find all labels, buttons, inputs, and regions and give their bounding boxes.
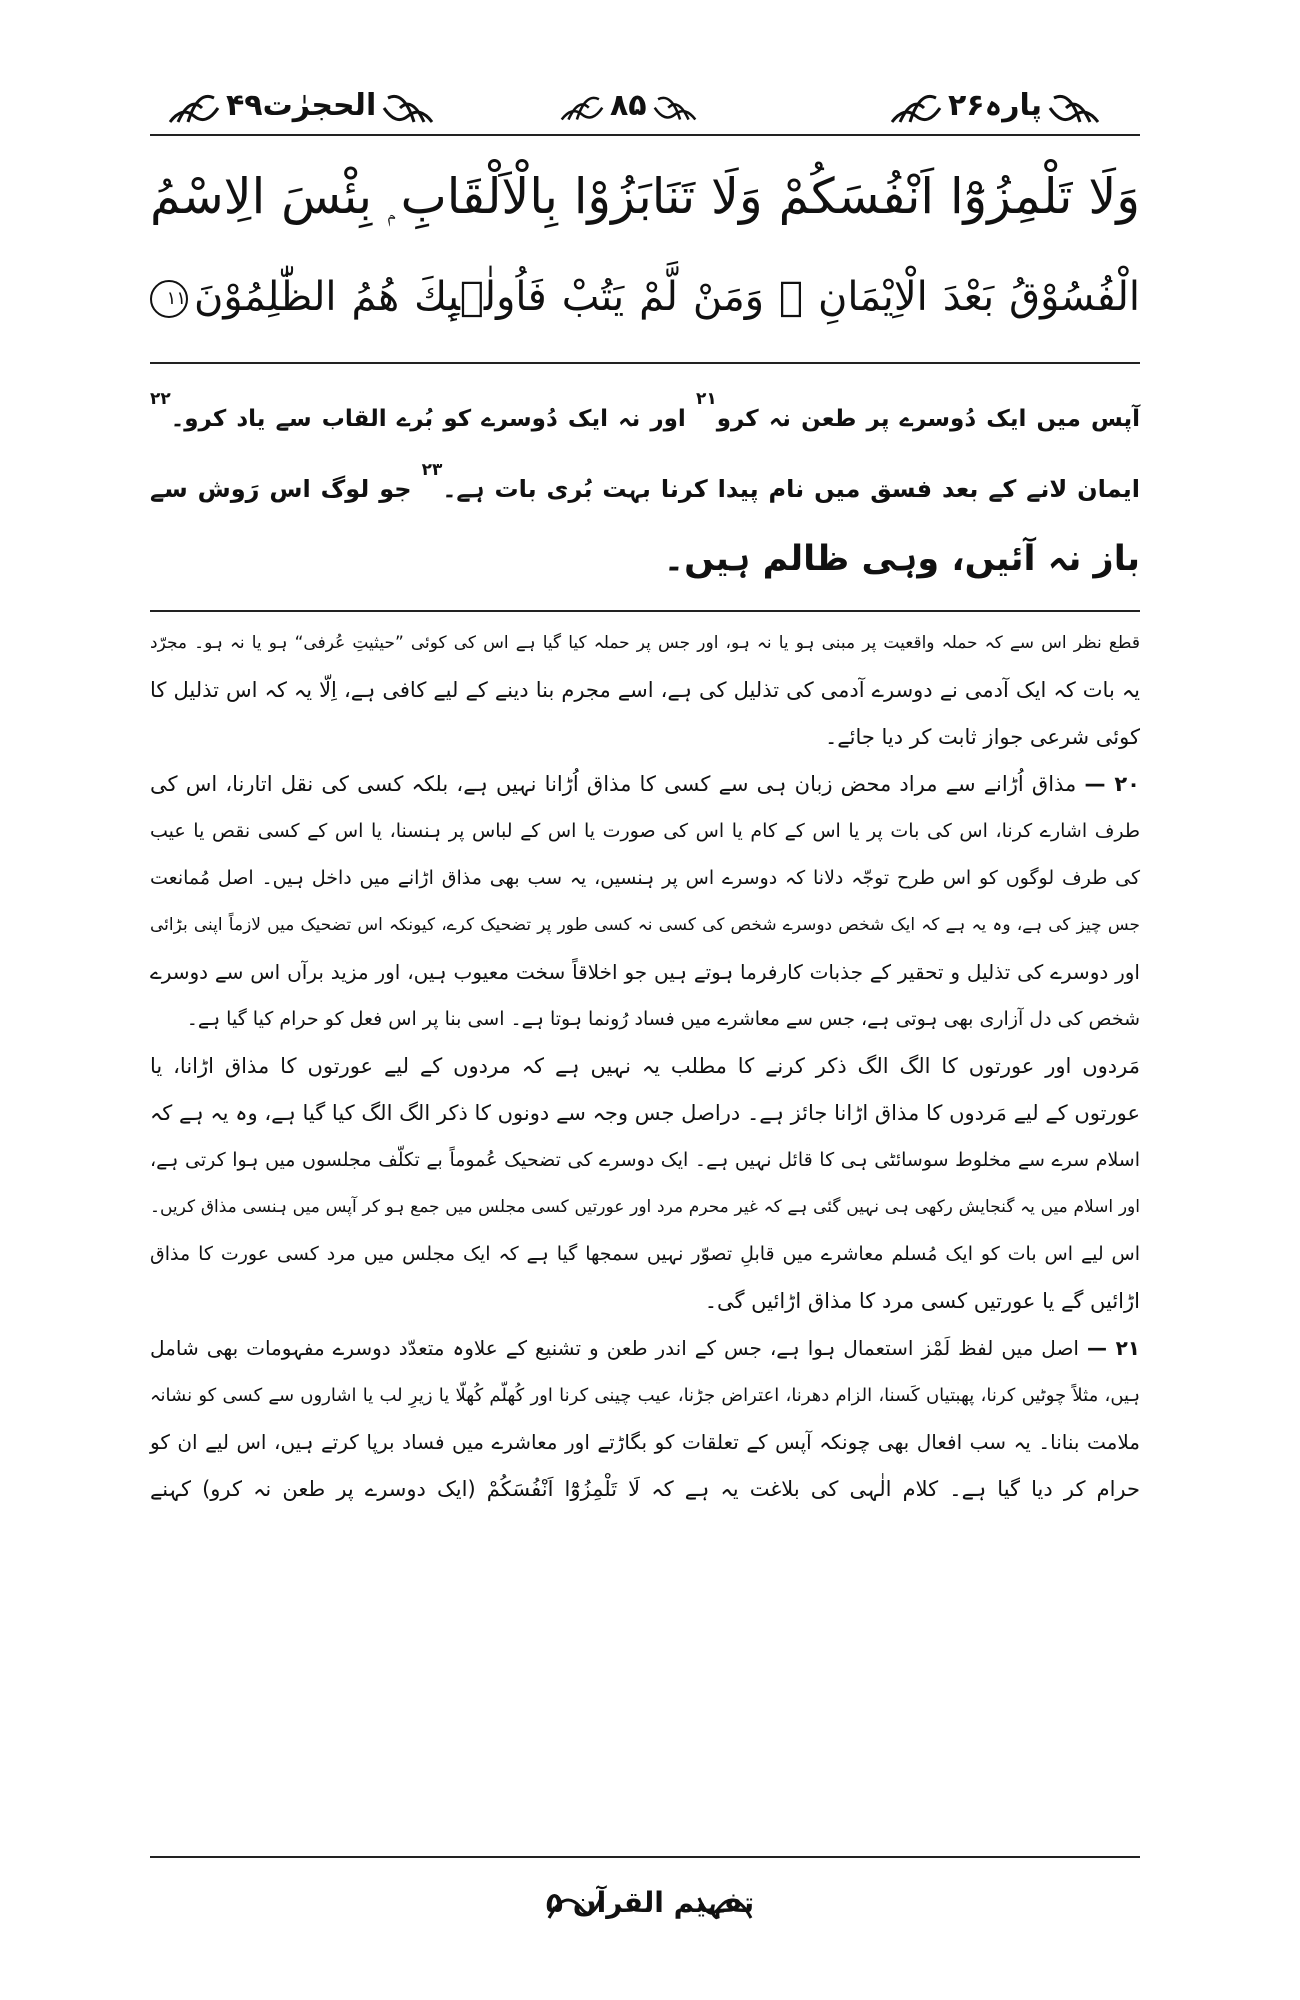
translation-text: اور نہ ایک دُوسرے کو بُرے القاب سے یاد کرو۔	[170, 406, 686, 432]
surah-label: الحجرٰت۴۹	[226, 88, 377, 123]
footnote-marker[interactable]: ۲۳	[421, 460, 443, 480]
commentary-line: طرف اشارے کرنا، اس کی بات پر یا اس کے کام یا اس کی صورت یا اس کے لباس پر ہنسنا، یا اس کے کسی نقص یا عیب	[150, 820, 1140, 842]
note-number: ۲۱ —	[1086, 1336, 1140, 1360]
commentary-line: قطع نظر اس سے کہ حملہ واقعیت پر مبنی ہو یا نہ ہو، اور جس پر حملہ کیا گیا ہے اس کی کوئی ”حیثیتِ عُرفی“ ہو یا نہ ہو۔ مجرّد	[150, 633, 1140, 653]
commentary-line: حرام کر دیا گیا ہے۔ کلام الٰہی کی بلاغت یہ ہے کہ لَا تَلْمِزُوْٓا اَنْفُسَكُمْ (ایک دوسرے پر طعن نہ کرو) کہنے	[150, 1477, 1140, 1501]
commentary-line: کوئی شرعی جواز ثابت کر دیا جائے۔	[825, 725, 1140, 749]
commentary-text: مذاق اُڑانے سے مراد محض زبان ہی سے کسی کا مذاق اُڑانا نہیں ہے، بلکہ کسی کی نقل اتارنا، اس کی	[150, 772, 1077, 796]
translation-divider	[150, 610, 1140, 612]
translation-text: جو لوگ اس رَوش سے	[150, 475, 412, 503]
verse-divider	[150, 362, 1140, 364]
ayah-number-marker: ١١	[150, 280, 188, 318]
commentary-line: اڑائیں گے یا عورتیں کسی مرد کا مذاق اڑائیں گی۔	[704, 1289, 1140, 1313]
commentary-line: مَردوں اور عورتوں کا الگ الگ ذکر کرنے کا مطلب یہ نہیں ہے کہ مردوں کے لیے عورتوں کا مذاق اڑانا، یا	[150, 1054, 1140, 1078]
translation-line-3: باز نہ آئیں، وہی ظالم ہیں۔	[663, 539, 1140, 579]
para-label: پارہ۲۶	[948, 88, 1043, 123]
translation-line-2	[150, 454, 1140, 524]
commentary-line: اسلام سرے سے مخلوط سوسائٹی ہی کا قائل نہیں ہے۔ ایک دوسرے کی تضحیک عُموماً بے تکلّف مجلسوں میں ہوا کرتی ہے،	[150, 1149, 1140, 1171]
note-21-first-line	[150, 1325, 1140, 1372]
footer-label: تفہیم القرآن ۵	[545, 1886, 755, 1919]
note-number: ۲۰ —	[1084, 772, 1140, 796]
ornament-left-icon	[560, 86, 604, 126]
page-number-cartouche	[560, 78, 740, 134]
header-rule	[150, 134, 1140, 136]
verse-line-1: وَلَا تَلْمِزُوْٓا اَنْفُسَكُمْ وَلَا تَنَابَزُوْا بِالْاَلْقَابِ ۭ بِئْسَ الِاسْمُ	[150, 168, 1140, 225]
para-cartouche	[890, 78, 1130, 134]
translation-text: آپس میں ایک دُوسرے پر طعن نہ کرو	[716, 406, 1140, 432]
verse-line-2	[150, 250, 1140, 344]
commentary-line: عورتوں کے لیے مَردوں کا مذاق اڑانا جائز ہے۔ دراصل جس وجہ سے دونوں کا ذکر الگ الگ کیا گیا ہے، وہ یہ ہے کہ	[150, 1101, 1140, 1125]
commentary-line: اس لیے اس بات کو ایک مُسلم معاشرے میں قابلِ تصوّر نہیں سمجھا گیا ہے کہ ایک مجلس میں مرد کسی عورت کا مذاق	[150, 1243, 1140, 1265]
commentary-line: اور اسلام میں یہ گنجایش رکھی ہی نہیں گئی ہے کہ غیر محرم مرد اور عورتیں کسی مجلس میں جمع ہو کر آپس میں ہنسی مذاق کریں۔	[150, 1197, 1140, 1217]
ornament-left-icon	[890, 86, 942, 126]
verse-line-2-text: الْفُسُوْقُ بَعْدَ الْاِيْمَانِ ۚ وَمَنْ لَّمْ يَتُبْ فَاُولٰۗىِٕكَ هُمُ الظّٰلِمُوْنَ	[194, 274, 1140, 320]
ornament-right-icon	[653, 86, 697, 126]
commentary-line: جس چیز کی ہے، وہ یہ ہے کہ ایک شخص دوسرے شخص کی کسی نہ کسی طور پر تضحیک کرے، کیونکہ اس تضحیک میں لازماً اپنی بڑائی	[150, 915, 1140, 935]
surah-cartouche	[168, 78, 438, 134]
footer-rule	[150, 1856, 1140, 1858]
commentary-text: اصل میں لفظ لَمْز استعمال ہوا ہے، جس کے اندر طعن و تشنیع کے علاوہ متعدّد دوسرے مفہومات بھی شامل	[150, 1336, 1079, 1360]
footnote-marker[interactable]: ۲۲	[150, 389, 171, 409]
footer-cartouche	[545, 1878, 755, 1930]
ornament-right-icon	[1048, 86, 1100, 126]
ornament-left-icon	[168, 86, 220, 126]
commentary-line: شخص کی دل آزاری بھی ہوتی ہے، جس سے معاشرے میں فساد رُونما ہوتا ہے۔ اسی بنا پر اس فعل کو حرام کیا گیا ہے۔	[186, 1008, 1140, 1030]
commentary-line: ہیں، مثلاً چوٹیں کرنا، پھبتیاں کَسنا، الزام دھرنا، اعتراض جڑنا، عیب چینی کرنا اور کُھلّم کُھلّا یا زیرِ لب یا اشاروں سے کسی کو نشانہ	[150, 1385, 1140, 1406]
ornament-right-icon	[382, 86, 434, 126]
page-number: ۸۵	[610, 88, 647, 123]
commentary-line: اور دوسرے کی تذلیل و تحقیر کے جذبات کارفرما ہوتے ہیں جو اخلاقاً سخت معیوب ہیں، اور مزید برآں اس سے دوسرے	[150, 960, 1140, 984]
commentary-line: یہ بات کہ ایک آدمی نے دوسرے آدمی کی تذلیل کی ہے، اسے مجرم بنا دینے کے لیے کافی ہے، اِلّا یہ کہ اس تذلیل کا	[150, 678, 1140, 702]
note-20-first-line	[150, 761, 1140, 808]
translation-text: ایمان لانے کے بعد فسق میں نام پیدا کرنا بہت بُری بات ہے۔	[442, 475, 1141, 503]
translation-line-1	[150, 384, 1140, 454]
footnote-marker[interactable]: ۲۱	[695, 389, 717, 409]
commentary-line: ملامت بنانا۔ یہ سب افعال بھی چونکہ آپس کے تعلقات کو بگاڑتے اور معاشرے میں فساد برپا کرتے ہیں، اس لیے ان کو	[150, 1430, 1140, 1454]
commentary-line: کی طرف لوگوں کو اس طرح توجّہ دلانا کہ دوسرے اس پر ہنسیں، یہ سب بھی مذاق اڑانے میں داخل ہیں۔ اصل مُمانعت	[150, 867, 1140, 889]
